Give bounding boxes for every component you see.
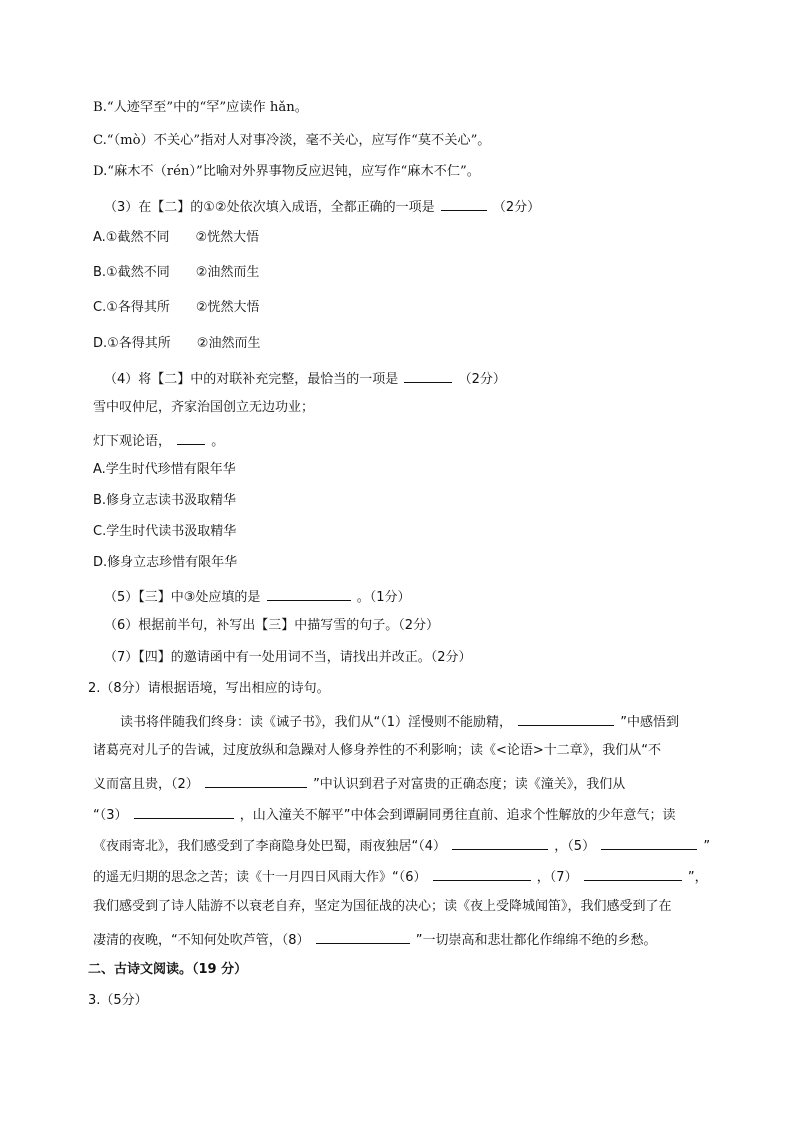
- q3-option-c: C.①各得其所 ②恍然大悟: [93, 300, 260, 315]
- answer-blank: [267, 586, 351, 601]
- q4-option-d: D.修身立志珍惜有限年华: [93, 555, 238, 570]
- q3-option-a: A.①截然不同 ②恍然大悟: [93, 230, 260, 245]
- couplet-line-1: 雪中叹仲尼，齐家治国创立无边功业；: [93, 400, 315, 415]
- answer-blank: [452, 835, 548, 850]
- p4-text: “（3）: [93, 808, 128, 823]
- p1-end: ”中感悟到: [620, 715, 680, 730]
- paragraph-line-6: [93, 866, 708, 887]
- option-b-line: B.“人迹罕至”中的“罕”应读作 hǎn。: [93, 100, 308, 115]
- question-6: （6）根据前半句，补写出【三】中描写雪的句子。（2分）: [104, 618, 440, 633]
- paragraph-line-2: 诸葛亮对儿子的告诫，过度放纵和急躁对人修身养性的不利影响；读《<论语>十二章》，我们从“不: [93, 743, 662, 758]
- answer-blank: [134, 804, 234, 819]
- q3-option-d: D.①各得其所 ②油然而生: [93, 336, 261, 351]
- p3-end: ”中认识到君子对富贵的正确态度；读《潼关》，我们从: [313, 777, 626, 792]
- p8-end: ”一切崇高和悲壮都化作绵绵不绝的乡愁。: [415, 933, 657, 948]
- question-3-text: （3）在【二】的①②处依次填入成语，全都正确的一项是: [104, 200, 435, 215]
- p5-end: ”: [703, 839, 711, 854]
- question-2-heading: 2.（8分）请根据语境，写出相应的诗句。: [88, 681, 330, 696]
- paragraph-line-1: [120, 711, 679, 732]
- paragraph-line-7: 我们感受到了诗人陆游不以衰老自弃，坚定为国征战的决心；读《夜上受降城闻笛》，我们感受到了在: [93, 899, 672, 914]
- p4-end: ，山入潼关不解平”中体会到谭嗣同勇往直前、追求个性解放的少年意气；读: [239, 808, 676, 823]
- couplet-line-2-end: 。: [211, 434, 225, 449]
- question-3-heading: 3.（5分）: [88, 993, 148, 1008]
- question-4: [104, 368, 506, 389]
- p1-text: 读书将伴随我们终身：读《诫子书》，我们从“（1）淫慢则不能励精，: [120, 715, 513, 730]
- q4-option-b: B.修身立志读书汲取精华: [93, 493, 237, 508]
- couplet-line-2: [93, 430, 224, 451]
- p6-end: ”，: [687, 870, 708, 885]
- p8-text: 凄清的夜晚，“不知何处吹芦管，（8）: [93, 933, 310, 948]
- question-3-score: （2分）: [492, 200, 541, 215]
- couplet-line-2-text: 灯下观论语，: [93, 434, 172, 449]
- p5-mid: ，（5）: [554, 839, 596, 854]
- p5-text: 《夜雨寄北》，我们感受到了李商隐身处巴蜀，雨夜独居“（4）: [93, 839, 447, 854]
- paragraph-line-3: [93, 773, 625, 794]
- answer-blank: [316, 929, 410, 944]
- answer-blank: [601, 835, 697, 850]
- q4-option-a: A.学生时代珍惜有限年华: [93, 462, 236, 477]
- answer-blank: [404, 368, 452, 383]
- q3-option-b: B.①截然不同 ②油然而生: [93, 265, 260, 280]
- answer-blank: [433, 866, 531, 881]
- option-d-line: D.“麻木不（rén）”比喻对外界事物反应迟钝，应写作“麻木不仁”。: [93, 164, 480, 179]
- question-4-score: （2分）: [458, 372, 506, 387]
- question-3: [104, 196, 540, 217]
- answer-blank: [584, 866, 682, 881]
- section-2-heading: 二、古诗文阅读。（19 分）: [88, 962, 248, 977]
- p3-text: 义而富且贵，（2）: [93, 777, 199, 792]
- answer-blank: [518, 711, 614, 726]
- answer-blank: [205, 773, 307, 788]
- paragraph-line-8: [93, 929, 657, 950]
- p6-mid: ，（7）: [536, 870, 578, 885]
- question-5: [104, 586, 411, 607]
- p6-text: 的遥无归期的思念之苦；读《十一月四日风雨大作》“（6）: [93, 870, 427, 885]
- question-5-text: （5）【三】中③处应填的是: [104, 590, 261, 605]
- answer-blank: [441, 196, 487, 211]
- question-7: （7）【四】的邀请函中有一处用词不当，请找出并改正。（2分）: [104, 650, 472, 665]
- q4-option-c: C.学生时代读书汲取精华: [93, 524, 237, 539]
- question-4-text: （4）将【二】中的对联补充完整，最恰当的一项是: [104, 372, 399, 387]
- paragraph-line-4: [93, 804, 676, 825]
- option-c-line: C.“（mò）不关心”指对人对事冷淡，毫不关心，应写作“莫不关心”。: [93, 133, 491, 148]
- paragraph-line-5: [93, 835, 710, 856]
- answer-blank: [177, 430, 205, 445]
- question-5-score: 。（1分）: [356, 590, 411, 605]
